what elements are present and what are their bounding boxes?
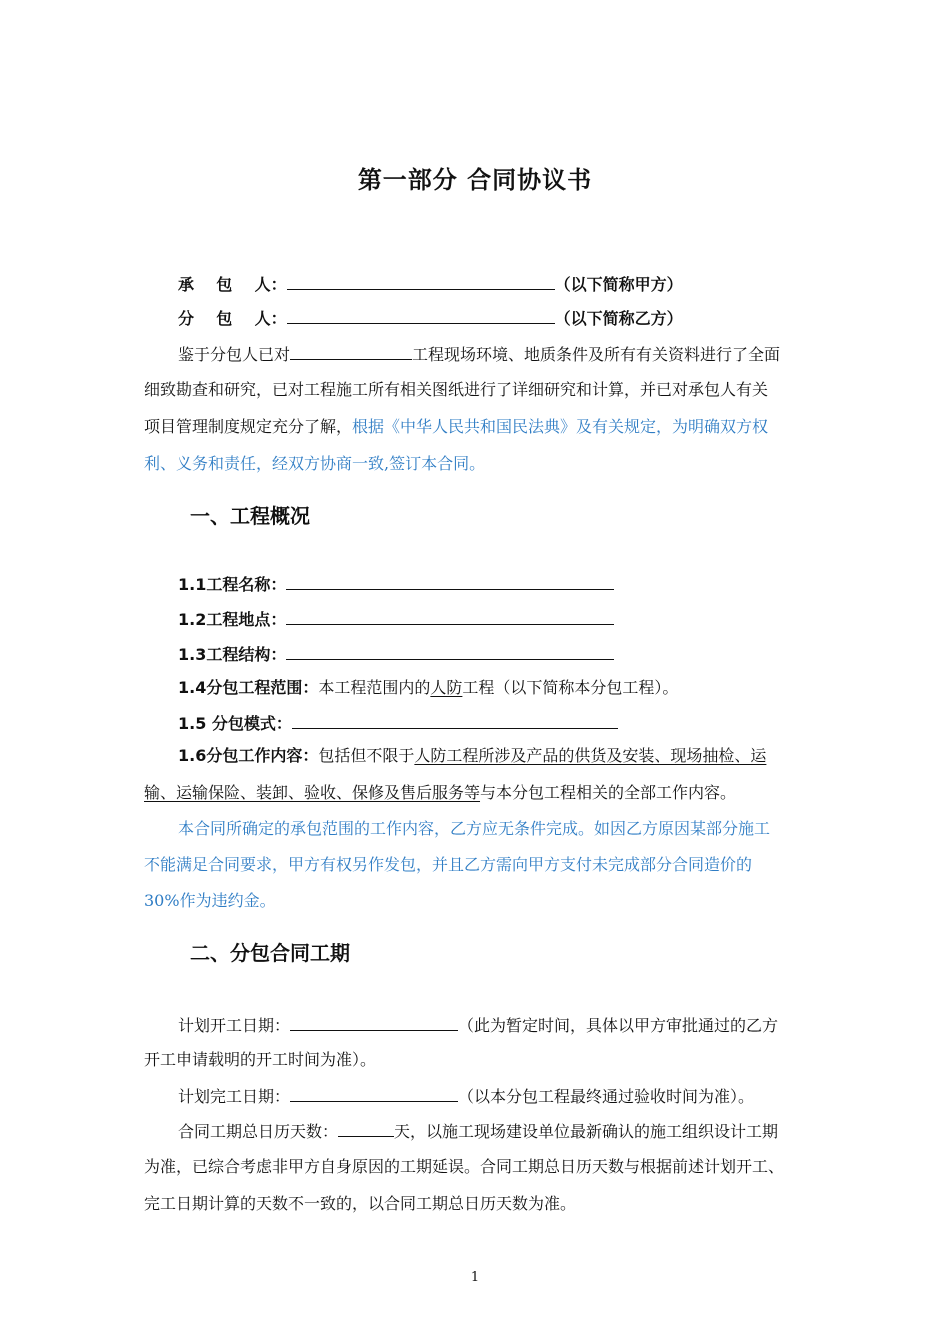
start-date-note: （此为暂定时间，具体以甲方审批通过的乙方 bbox=[458, 1016, 779, 1035]
project-structure-blank[interactable] bbox=[286, 643, 614, 660]
subcontractor-label: 分 包 人： bbox=[178, 309, 287, 328]
start-date-label: 计划开工日期： bbox=[178, 1016, 291, 1035]
intro-text: 项目管理制度规定充分了解， bbox=[144, 417, 353, 436]
note-line-2: 不能满足合同要求，甲方有权另作发包，并且乙方需向甲方支付未完成部分合同造价的 bbox=[144, 855, 753, 874]
project-blank[interactable] bbox=[290, 343, 412, 360]
end-date-line bbox=[178, 1085, 754, 1107]
total-days-line bbox=[178, 1120, 778, 1142]
project-name-line bbox=[178, 573, 614, 595]
intro-text-highlight: 根据《中华人民共和国民法典》及有关规定，为明确双方权 bbox=[352, 417, 769, 436]
subcontractor-suffix: （以下简称乙方） bbox=[554, 309, 683, 328]
project-location-blank[interactable] bbox=[286, 608, 614, 625]
intro-line-4: 利、义务和责任，经双方协商一致,签订本合同。 bbox=[144, 454, 486, 473]
mode-label: 1.5 分包模式： bbox=[178, 714, 292, 733]
end-date-note: （以本分包工程最终通过验收时间为准）。 bbox=[458, 1087, 755, 1106]
content-text-underlined: 输、运输保险、装卸、验收、保修及售后服务等 bbox=[144, 783, 481, 802]
mode-blank[interactable] bbox=[292, 712, 618, 729]
project-name-label: 1.1工程名称： bbox=[178, 575, 287, 594]
content-text: 包括但不限于 bbox=[318, 746, 415, 765]
intro-line-2: 细致勘查和研究，已对工程施工所有相关图纸进行了详细研究和计算，并已对承包人有关 bbox=[144, 380, 769, 399]
end-date-label: 计划完工日期： bbox=[178, 1087, 291, 1106]
total-days-line-2: 为准，已综合考虑非甲方自身原因的工期延误。合同工期总日历天数与根据前述计划开工、 bbox=[144, 1157, 785, 1176]
contractor-label: 承 包 人： bbox=[178, 275, 287, 294]
page-title: 第一部分 合同协议书 bbox=[357, 166, 593, 194]
intro-line-1 bbox=[178, 343, 780, 365]
contractor-suffix: （以下简称甲方） bbox=[554, 275, 683, 294]
project-structure-line bbox=[178, 643, 614, 665]
section-heading-1: 一、工程概况 bbox=[190, 504, 310, 528]
page-number: 1 bbox=[470, 1270, 480, 1285]
content-line-2 bbox=[144, 783, 736, 803]
note-line-3: 30%作为违约金。 bbox=[144, 891, 276, 910]
start-date-line-2: 开工申请载明的开工时间为准）。 bbox=[144, 1050, 377, 1069]
content-text-underlined: 人防工程所涉及产品的供货及安装、现场抽检、运 bbox=[414, 746, 767, 765]
total-days-label: 合同工期总日历天数： bbox=[178, 1122, 339, 1141]
scope-label: 1.4分包工程范围： bbox=[178, 678, 319, 697]
subcontractor-blank[interactable] bbox=[287, 307, 555, 324]
intro-line-3 bbox=[144, 417, 768, 437]
section-heading-2: 二、分包合同工期 bbox=[190, 941, 350, 965]
contractor-line bbox=[178, 273, 683, 295]
scope-text: 工程（以下简称本分包工程）。 bbox=[462, 678, 679, 697]
total-days-blank[interactable] bbox=[338, 1120, 394, 1137]
mode-line bbox=[178, 712, 618, 734]
intro-text: 鉴于分包人已对 bbox=[178, 345, 291, 364]
content-label: 1.6分包工作内容： bbox=[178, 746, 319, 765]
project-location-line bbox=[178, 608, 614, 630]
note-line-1: 本合同所确定的承包范围的工作内容，乙方应无条件完成。如因乙方原因某部分施工 bbox=[178, 819, 771, 838]
end-date-blank[interactable] bbox=[290, 1085, 458, 1102]
scope-text-underlined: 人防 bbox=[430, 678, 463, 697]
scope-line bbox=[178, 678, 678, 698]
intro-text: 工程现场环境、地质条件及所有有关资料进行了全面 bbox=[412, 345, 781, 364]
content-text: 与本分包工程相关的全部工作内容。 bbox=[480, 783, 737, 802]
total-days-line-3: 完工日期计算的天数不一致的，以合同工期总日历天数为准。 bbox=[144, 1194, 577, 1213]
project-name-blank[interactable] bbox=[286, 573, 614, 590]
project-structure-label: 1.3工程结构： bbox=[178, 645, 287, 664]
scope-text: 本工程范围内的 bbox=[318, 678, 431, 697]
content-line-1 bbox=[178, 746, 766, 766]
start-date-blank[interactable] bbox=[290, 1014, 458, 1031]
subcontractor-line bbox=[178, 307, 683, 329]
total-days-text: 天，以施工现场建设单位最新确认的施工组织设计工期 bbox=[394, 1122, 779, 1141]
contractor-blank[interactable] bbox=[287, 273, 555, 290]
start-date-line bbox=[178, 1014, 778, 1036]
project-location-label: 1.2工程地点： bbox=[178, 610, 287, 629]
